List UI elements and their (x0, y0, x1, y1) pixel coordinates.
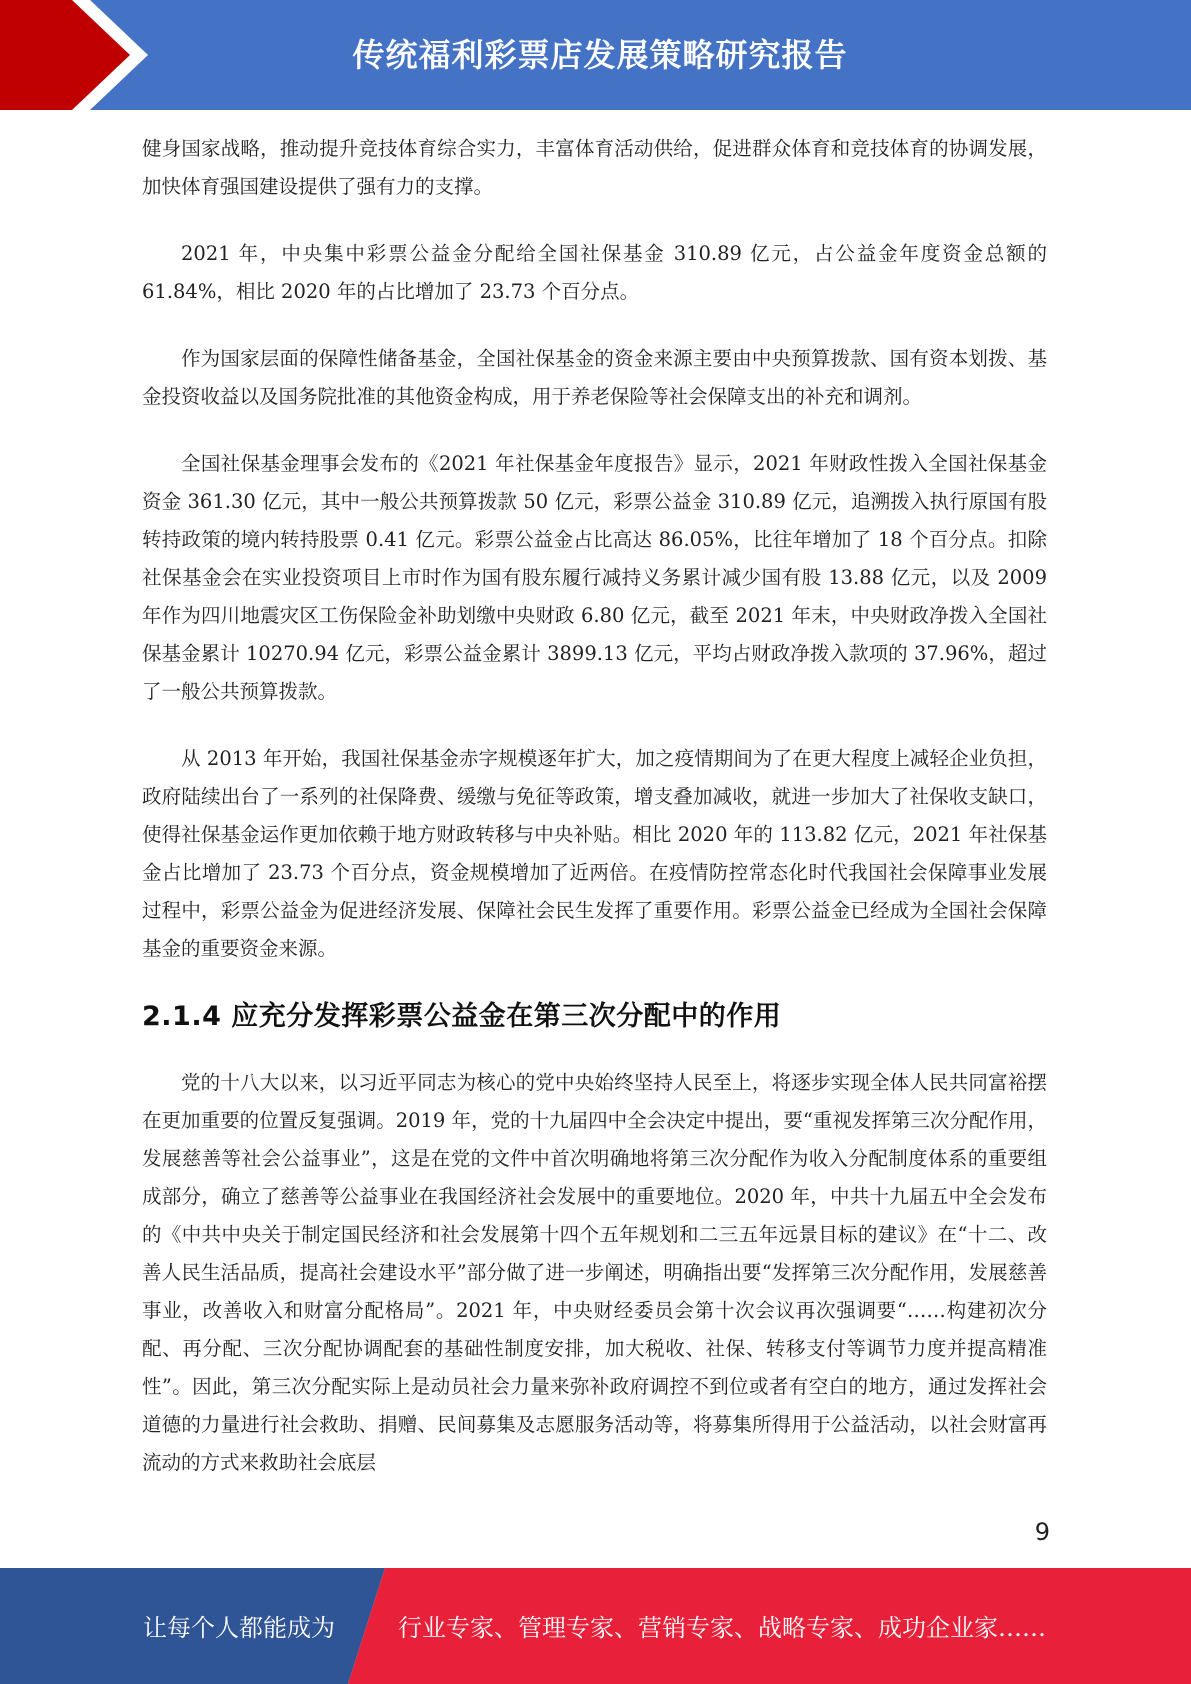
page-header (0, 0, 1191, 110)
header-title: 传统福利彩票店发展策略研究报告 (352, 36, 848, 74)
footer-slogan-left: 让每个人都能成为 (143, 1614, 335, 1642)
paragraph: 2021 年，中央集中彩票公益金分配给全国社保基金 310.89 亿元，占公益金年度资金总额的 61.84%，相比 2020 年的占比增加了 23.73 个百分点。 (142, 242, 1047, 303)
footer-slogan-right: 行业专家、管理专家、营销专家、战略专家、成功企业家…… (398, 1614, 1046, 1642)
paragraph-continued: 健身国家战略，推动提升竞技体育综合实力，丰富体育活动供给，促进群众体育和竞技体育的协调发展，加快体育强国建设提供了强有力的支撑。 (142, 137, 1047, 198)
page-footer (0, 1568, 1191, 1684)
paragraph: 从 2013 年开始，我国社保基金赤字规模逐年扩大，加之疫情期间为了在更大程度上减轻企业负担，政府陆续出台了一系列的社保降费、缓缴与免征等政策，增支叠加减收，就进一步加大了社保收支缺口，使得社保基金运作更加依赖于地方财政转移与中央补贴。相比 2020 年的 113.82 亿元，2021 年社保基金占比增加了 23.73 个百分点，资金规模增加了近两倍。在疫情防控常态化时代我国社会保障事业发展过程中，彩票公益金为促进经济发展、保障社会民生发挥了重要作用。彩票公益金已经成为全国社会保障基金的重要资金来源。 (142, 747, 1047, 960)
paragraph: 全国社保基金理事会发布的《2021 年社保基金年度报告》显示，2021 年财政性拨入全国社保基金资金 361.30 亿元，其中一般公共预算拨款 50 亿元，彩票公益金 310.89 亿元，追溯拨入执行原国有股转持政策的境内转持股票 0.41 亿元。彩票公益金占比高达 86.05%，比往年增加了 18 个百分点。扣除社保基金会在实业投资项目上市时作为国有股东履行减持义务累计减少国有股 13.88 亿元，以及 2009 年作为四川地震灾区工伤保险金补助划缴中央财政 6.80 亿元，截至 2021 年末，中央财政净拨入全国社保基金累计 10270.94 亿元，彩票公益金累计 3899.13 亿元，平均占财政净拨入款项的 37.96%，超过了一般公共预算拨款。 (142, 452, 1047, 703)
header-arrow-decoration (0, 0, 160, 110)
paragraph: 作为国家层面的保障性储备基金，全国社保基金的资金来源主要由中央预算拨款、国有资本划拨、基金投资收益以及国务院批准的其他资金构成，用于养老保险等社会保障支出的补充和调剂。 (142, 347, 1047, 408)
page-number: 9 (1034, 1518, 1050, 1546)
section-heading: 2.1.4 应充分发挥彩票公益金在第三次分配中的作用 (142, 1001, 782, 1032)
paragraph: 党的十八大以来，以习近平同志为核心的党中央始终坚持人民至上，将逐步实现全体人民共同富裕摆在更加重要的位置反复强调。2019 年，党的十九届四中全会决定中提出，要“重视发挥第三次分配作用，发展慈善等社会公益事业”，这是在党的文件中首次明确地将第三次分配作为收入分配制度体系的重要组成部分，确立了慈善等公益事业在我国经济社会发展中的重要地位。2020 年，中共十九届五中全会发布的《中共中央关于制定国民经济和社会发展第十四个五年规划和二三五年远景目标的建议》在“十二、改善人民生活品质，提高社会建设水平”部分做了进一步阐述，明确指出要“发挥第三次分配作用，发展慈善事业，改善收入和财富分配格局”。2021 年，中央财经委员会第十次会议再次强调要“……构建初次分配、再分配、三次分配协调配套的基础性制度安排，加大税收、社保、转移支付等调节力度并提高精准性”。因此，第三次分配实际上是动员社会力量来弥补政府调控不到位或者有空白的地方，通过发挥社会道德的力量进行社会救助、捐赠、民间募集及志愿服务活动等，将募集所得用于公益活动，以社会财富再流动的方式来救助社会底层 (142, 1071, 1047, 1474)
document-body (142, 130, 1047, 1511)
